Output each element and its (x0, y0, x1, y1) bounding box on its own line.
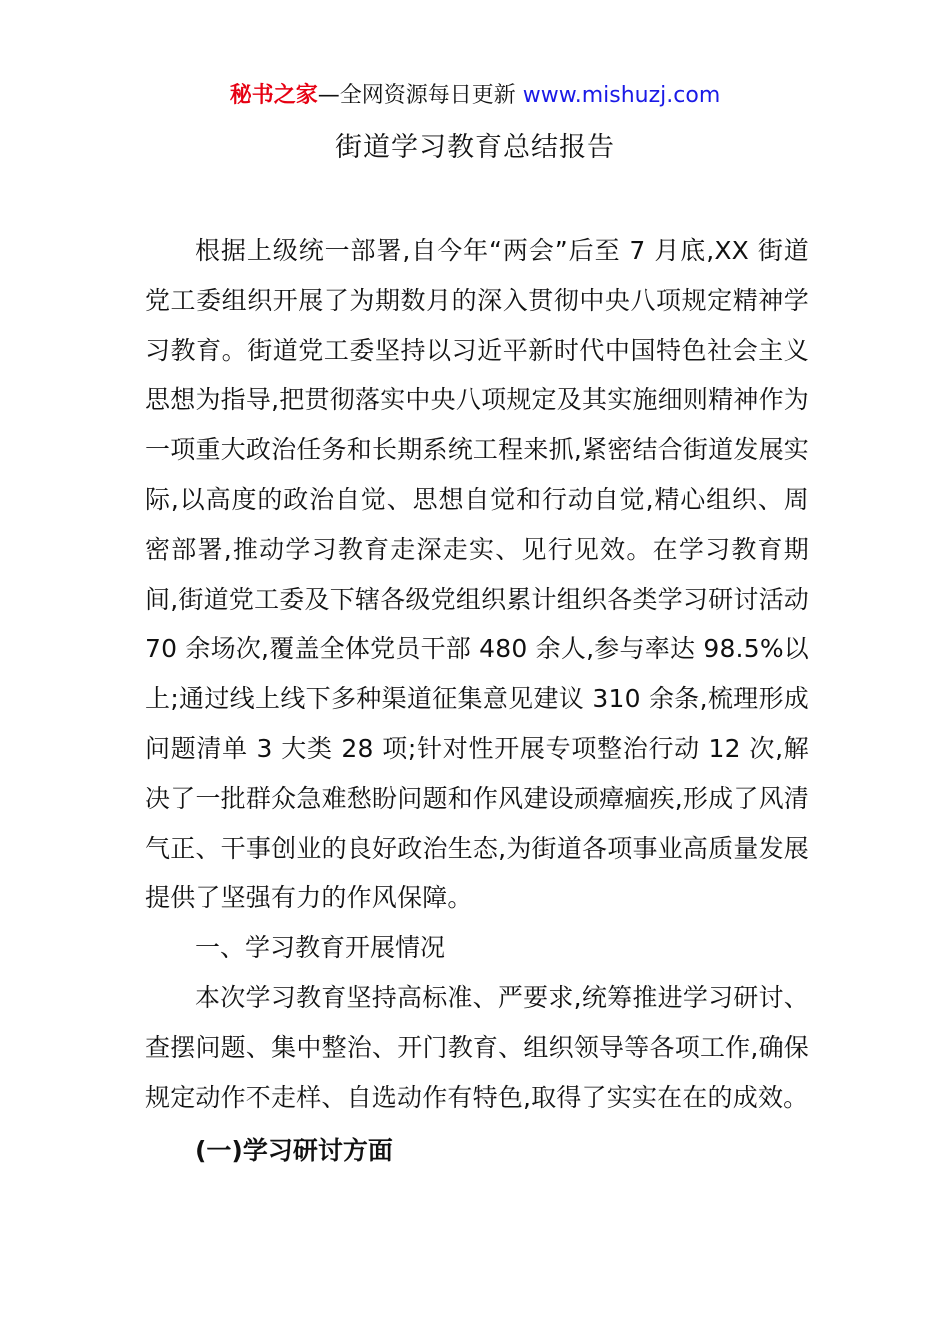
section-heading: 一、学习教育开展情况 (195, 933, 446, 963)
document-title: 街道学习教育总结报告 (335, 132, 615, 163)
intro-paragraph: 根据上级统一部署,自今年“两会”后至 7 月底,XX 街道党工委组织开展了为期数月的深入贯彻中央八项规定精神学习教育。街道党工委坚持以习近平新时代中国特色社会主义思想为指导,把贯彻落实中央八项规定及其实施细则精神作为一项重大政治任务和长期系统工程来抓,紧密结合街道发展实际,以高度的政治自觉、思想自觉和行动自觉,精心组织、周密部署,推动学习教育走深走实、见行见效。在学习教育期间,街道党工委及下辖各级党组织累计组织各类学习研讨活动 70 余场次,覆盖全体党员干部 480 余人,参与率达 98.5%以上;通过线上线下多种渠道征集意见建议 310 余条,梳理形成问题清单 3 大类 28 项;针对性开展专项整治行动 12 次,解决了一批群众急难愁盼问题和作风建设顽瘴痼疾,形成了风清气正、干事创业的良好政治生态,为街道各项事业高质量发展提供了坚强有力的作风保障。 (145, 236, 809, 913)
site-url-link[interactable]: www.mishuzj.com (522, 83, 721, 108)
header-slogan: —全网资源每日更新 (317, 83, 516, 108)
site-header (0, 80, 950, 112)
document-body (145, 226, 809, 1176)
subsection-heading: (一)学习研讨方面 (195, 1136, 393, 1166)
brand-name: 秘书之家 (229, 83, 318, 108)
section-paragraph: 本次学习教育坚持高标准、严要求,统筹推进学习研讨、查摆问题、集中整治、开门教育、组织领导等各项工作,确保规定动作不走样、自选动作有特色,取得了实实在在的成效。 (145, 982, 809, 1112)
